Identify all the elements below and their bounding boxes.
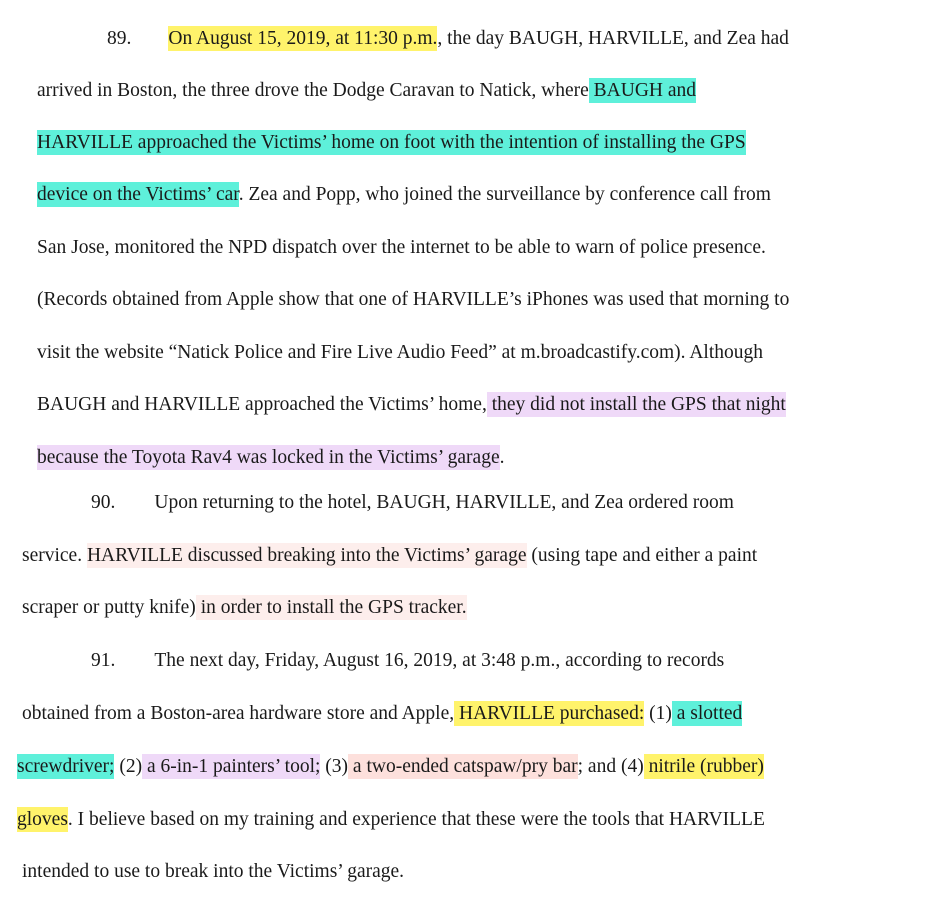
text-segment: . Zea and Popp, who joined the surveillance by conference call from [238,184,771,205]
highlight-cyan: HARVILLE approached the Victims’ home on foot with the intention of installing the GPS [37,132,746,153]
text-segment: (1) [644,703,672,724]
text-segment: (using tape and either a paint [526,545,758,566]
text-segment: service. [22,545,87,566]
highlight-yellow: On August 15, 2019, at 11:30 p.m. [168,28,438,49]
highlight-pink: a two-ended catspaw/pry bar [348,756,578,777]
para-89-line-4 [37,180,771,210]
highlight-cyan: screwdriver; [17,756,115,777]
text-segment: arrived in Boston, the three drove the Dodge Caravan to Natick, where [37,80,589,101]
para-89-line-8 [37,390,786,420]
highlight-purple: because the Toyota Rav4 was locked in the Victims’ garage [37,447,500,468]
text-segment: (Records obtained from Apple show that one of HARVILLE’s iPhones was used that morning to [37,289,790,310]
highlight-pink: HARVILLE discussed breaking into the Victims’ garage [86,545,527,566]
text-segment: , the day BAUGH, HARVILLE, and Zea had [437,28,789,49]
highlight-yellow: gloves [17,809,68,830]
para-90-line-3 [22,593,467,623]
para-89-line-5 [37,233,766,263]
text-segment: San Jose, monitored the NPD dispatch over the internet to be able to warn of police presence. [37,237,766,258]
text-segment: (3) [320,756,349,777]
text-segment: obtained from a Boston-area hardware store and Apple, [22,703,455,724]
para-91-line-4 [17,805,765,835]
para-89-line-3 [37,128,746,158]
text-segment: BAUGH and HARVILLE approached the Victims’ home, [37,394,487,415]
para-89-line-6 [37,285,789,315]
text-segment: visit the website “Natick Police and Fire Live Audio Feed” at m.broadcastify.com). Although [37,342,764,363]
text-segment: The next day, Friday, August 16, 2019, at 3:48 p.m., according to records [154,650,725,671]
text-segment: Upon returning to the hotel, BAUGH, HARVILLE, and Zea ordered room [154,492,734,513]
highlight-cyan: a slotted [671,703,743,724]
paragraph-number: 89. [107,28,132,49]
highlight-pink: in order to install the GPS tracker. [195,597,467,618]
highlight-purple: a 6-in-1 painters’ tool; [142,756,321,777]
text-segment: intended to use to break into the Victims’ garage. [22,861,405,882]
highlight-yellow: nitrile (rubber) [643,756,764,777]
highlight-cyan: device on the Victims’ car [37,184,239,205]
text-segment: ; and (4) [577,756,644,777]
para-91-line-2 [22,699,742,729]
para-89-line-9 [37,443,505,473]
para-91-line-3 [17,752,764,782]
para-91-line-1 [91,646,724,676]
highlight-purple: they did not install the GPS that night [486,394,786,415]
text-segment: scraper or putty knife) [22,597,196,618]
highlight-cyan: BAUGH and [588,80,697,101]
para-91-line-5 [22,857,404,887]
text-segment: . [499,447,505,468]
para-89-line-1 [107,24,789,54]
para-90-line-2 [22,541,757,571]
paragraph-number: 91. [91,650,116,671]
para-90-line-1 [91,488,734,518]
text-segment: (2) [114,756,143,777]
highlight-yellow: HARVILLE purchased: [454,703,645,724]
para-89-line-7 [37,338,763,368]
para-89-line-2 [37,76,696,106]
paragraph-number: 90. [91,492,116,513]
text-segment: . I believe based on my training and experience that these were the tools that HARVILLE [67,809,765,830]
